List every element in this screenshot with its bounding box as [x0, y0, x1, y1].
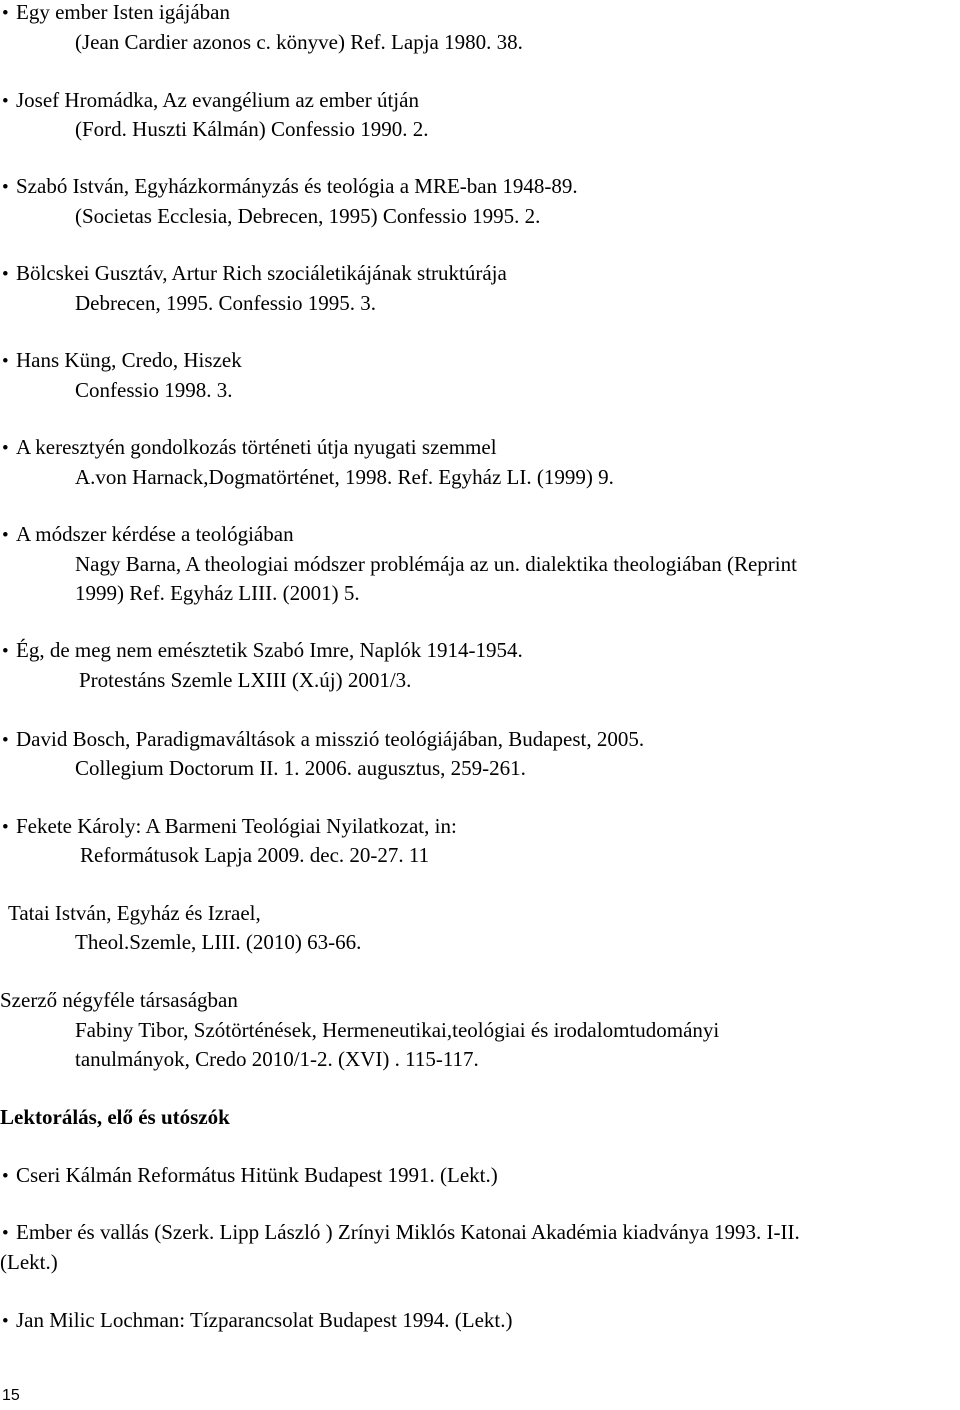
bullet: •: [2, 177, 9, 198]
page-number: 15: [2, 1387, 20, 1404]
entry-title: Tatai István, Egyház és Izrael,: [8, 901, 261, 925]
bullet: •: [2, 351, 9, 372]
bullet: •: [2, 641, 9, 662]
entry-detail: Collegium Doctorum II. 1. 2006. augusztus, 259-261.: [75, 756, 526, 780]
lektor-entry: Ember és vallás (Szerk. Lipp László ) Zrínyi Miklós Katonai Akadémia kiadványa 1993. I-II.: [16, 1220, 800, 1244]
entry-detail: Confessio 1998. 3.: [75, 378, 233, 402]
bullet: •: [2, 264, 9, 285]
entry-title: A keresztyén gondolkozás történeti útja nyugati szemmel: [16, 435, 497, 459]
entry-detail: Debrecen, 1995. Confessio 1995. 3.: [75, 291, 376, 315]
bullet: •: [2, 1166, 9, 1187]
entry-title: Bölcskei Gusztáv, Artur Rich szociáletikájának struktúrája: [16, 261, 507, 285]
entry-detail: (Jean Cardier azonos c. könyve) Ref. Lapja 1980. 38.: [75, 30, 523, 54]
entry-detail: Reformátusok Lapja 2009. dec. 20-27. 11: [80, 843, 430, 867]
bullet: •: [2, 730, 9, 751]
entry-title: Szabó István, Egyházkormányzás és teológia a MRE-ban 1948-89.: [16, 174, 578, 198]
entry-detail: (Societas Ecclesia, Debrecen, 1995) Confessio 1995. 2.: [75, 204, 541, 228]
entry-detail: Protestáns Szemle LXIII (X.új) 2001/3.: [79, 668, 412, 692]
entry-title: David Bosch, Paradigmaváltások a misszió teológiájában, Budapest, 2005.: [16, 727, 645, 751]
entry-title: Egy ember Isten igájában: [16, 0, 230, 24]
entry-title: Ég, de meg nem emésztetik Szabó Imre, Naplók 1914-1954.: [16, 638, 523, 662]
entry-detail: tanulmányok, Credo 2010/1-2. (XVI) . 115-117.: [75, 1047, 479, 1071]
bullet: •: [2, 91, 9, 112]
lektor-entry: Jan Milic Lochman: Tízparancsolat Budapest 1994. (Lekt.): [16, 1308, 513, 1332]
entry-title: Szerző négyféle társaságban: [0, 988, 238, 1012]
entry-detail: Fabiny Tibor, Szótörténések, Hermeneutikai,teológiai és irodalomtudományi: [75, 1018, 720, 1042]
bullet: •: [2, 3, 9, 24]
entry-title: Hans Küng, Credo, Hiszek: [16, 348, 242, 372]
entry-title: A módszer kérdése a teológiában: [16, 522, 294, 546]
bullet: •: [2, 1223, 9, 1244]
entry-title: Fekete Károly: A Barmeni Teológiai Nyilatkozat, in:: [16, 814, 457, 838]
entry-detail: 1999) Ref. Egyház LIII. (2001) 5.: [75, 581, 360, 605]
bullet: •: [2, 817, 9, 838]
bullet: •: [2, 1311, 9, 1332]
entry-detail: (Ford. Huszti Kálmán) Confessio 1990. 2.: [75, 117, 429, 141]
entry-detail: Nagy Barna, A theologiai módszer problémája az un. dialektika theologiában (Reprint: [75, 552, 797, 576]
lektor-entry-cont: (Lekt.): [0, 1250, 58, 1274]
bullet: •: [2, 525, 9, 546]
entry-title: Josef Hromádka, Az evangélium az ember útján: [16, 88, 419, 112]
bullet: •: [2, 438, 9, 459]
section-heading: Lektorálás, elő és utószók: [0, 1105, 230, 1129]
entry-detail: A.von Harnack,Dogmatörténet, 1998. Ref. Egyház LI. (1999) 9.: [75, 465, 614, 489]
lektor-entry: Cseri Kálmán Református Hitünk Budapest 1991. (Lekt.): [16, 1163, 498, 1187]
entry-detail: Theol.Szemle, LIII. (2010) 63-66.: [75, 930, 362, 954]
